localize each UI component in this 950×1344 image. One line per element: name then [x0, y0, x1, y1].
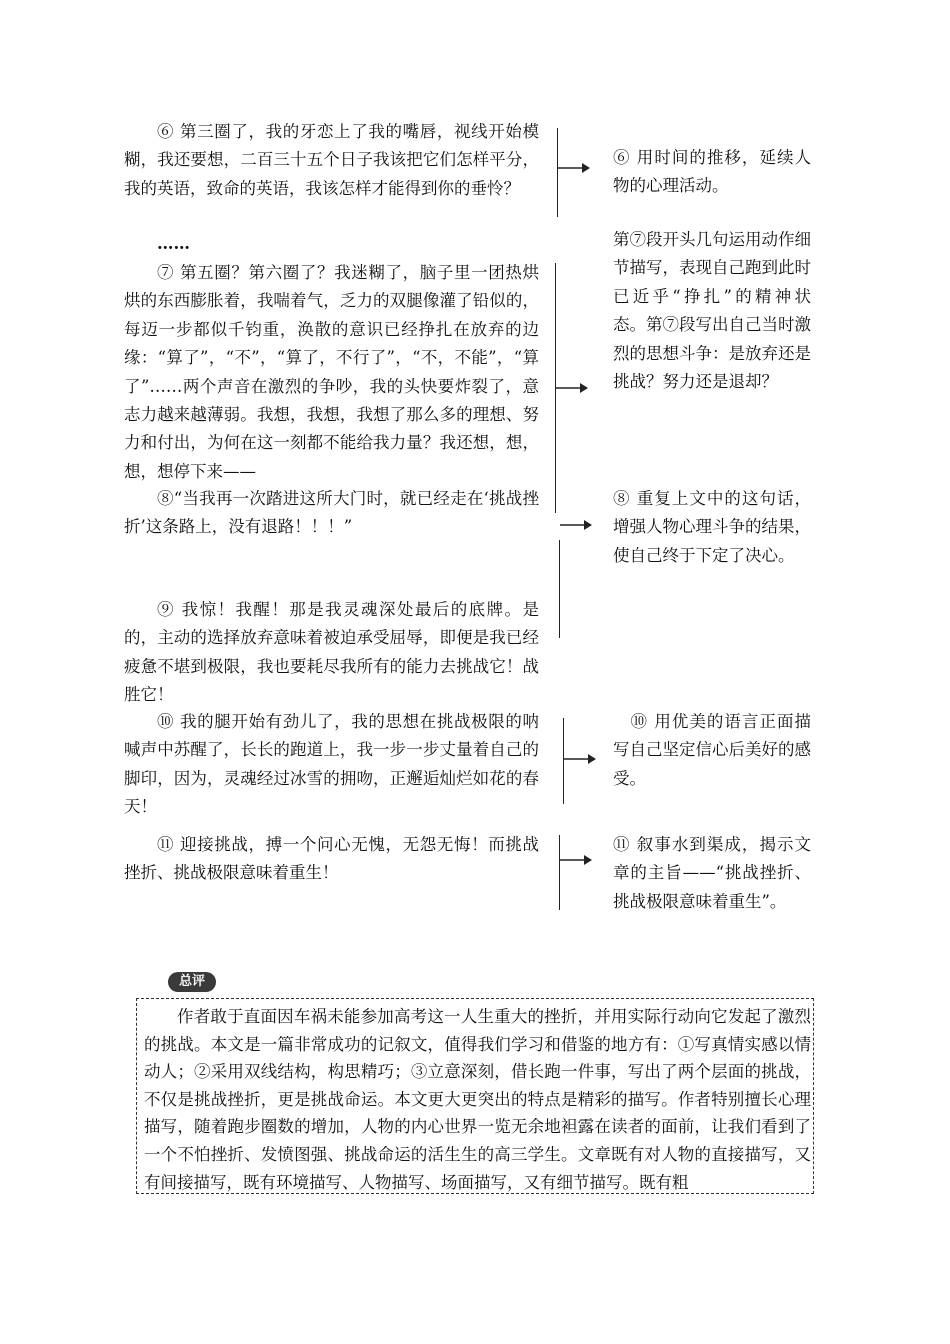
arrow-right-icon	[560, 518, 592, 532]
arrow-right-icon	[564, 752, 596, 766]
annotation-7: 第⑦段开头几句运用动作细节描写，表现自己跑到此时已近乎“挣扎”的精神状态。第⑦段写出自己当时激烈的思想斗争：是放弃还是挑战？努力还是退却？	[613, 230, 811, 392]
annotation-10: ⑩ 用优美的语言正面描写自己坚定信心后美好的感受。	[613, 712, 811, 788]
paragraph-10: ⑩ 我的腿开始有劲儿了，我的思想在挑战极限的呐喊声中苏醒了，长长的跑道上，我一步一步丈量着自己的脚印，因为，灵魂经过冰雪的拥吻，正邂逅灿烂如花的春天！	[124, 712, 539, 817]
summary-box	[136, 998, 814, 1194]
paragraph-11: ⑪ 迎接挑战，搏一个问心无愧，无怨无悔！而挑战挫折、挑战极限意味着重生！	[124, 835, 539, 883]
annotation-8: ⑧ 重复上文中的这句话，增强人物心理斗争的结果，使自己终于下定了决心。	[613, 489, 811, 565]
annotation-6: ⑥ 用时间的推移，延续人物的心理活动。	[613, 148, 811, 196]
arrow-right-icon	[558, 161, 590, 175]
summary-badge: 总评	[168, 972, 216, 992]
bracket-line-8	[559, 540, 560, 638]
arrow-right-icon	[556, 381, 588, 395]
paragraph-7: ⑦ 第五圈？第六圈了？我迷糊了，脑子里一团热烘烘的东西膨胀着，我喘着气，乏力的双腿像灌了铅似的，每迈一步都似千钧重，涣散的意识已经挣扎在放弃的边缘：“算了”，“不”，“算了，不行了”，“不，不能”，“算了”……两个声音在激烈的争吵，我的头快要炸裂了，意志力越来越薄弱。我想，我想，我想了那么多的理想、努力和付出，为何在这一刻都不能给我力量？我还想，想，想，想停下来——	[124, 263, 539, 481]
summary-text: 作者敢于直面因车祸未能参加高考这一人生重大的挫折，并用实际行动向它发起了激烈的挑战。本文是一篇非常成功的记叙文，值得我们学习和借鉴的地方有：①写真情实感以情动人；②采用双线结构，构思精巧；③立意深刻，借长跑一件事，写出了两个层面的挑战，不仅是挑战挫折，更是挑战命运。本文更大更突出的特点是精彩的描写。作者特别擅长心理描写，随着跑步圈数的增加，人物的内心世界一览无余地袒露在读者的面前，让我们看到了一个不怕挫折、发愤图强、挑战命运的活生生的高三学生。文章既有对人物的直接描写，又有间接描写，既有环境描写、人物描写、场面描写，又有细节描写。既有粗	[144, 1007, 811, 1192]
ellipsis: ……	[157, 234, 190, 253]
arrow-right-icon	[560, 853, 592, 867]
paragraph-8: ⑧“当我再一次踏进这所大门时，就已经走在‘挑战挫折’这条路上，没有退路！！！”	[124, 489, 539, 537]
annotation-11: ⑪ 叙事水到渠成，揭示文章的主旨——“挑战挫折、挑战极限意味着重生”。	[613, 835, 811, 911]
bracket-line-11	[559, 835, 560, 910]
paragraph-6: ⑥ 第三圈了，我的牙恋上了我的嘴唇，视线开始模糊，我还要想，二百三十五个日子我该把它们怎样平分，我的英语，致命的英语，我该怎样才能得到你的垂怜？	[124, 122, 539, 198]
paragraph-9: ⑨ 我惊！我醒！那是我灵魂深处最后的底牌。是的，主动的选择放弃意味着被迫承受屈辱，即便是我已经疲惫不堪到极限，我也要耗尽我所有的能力去挑战它！战胜它！	[124, 600, 539, 705]
